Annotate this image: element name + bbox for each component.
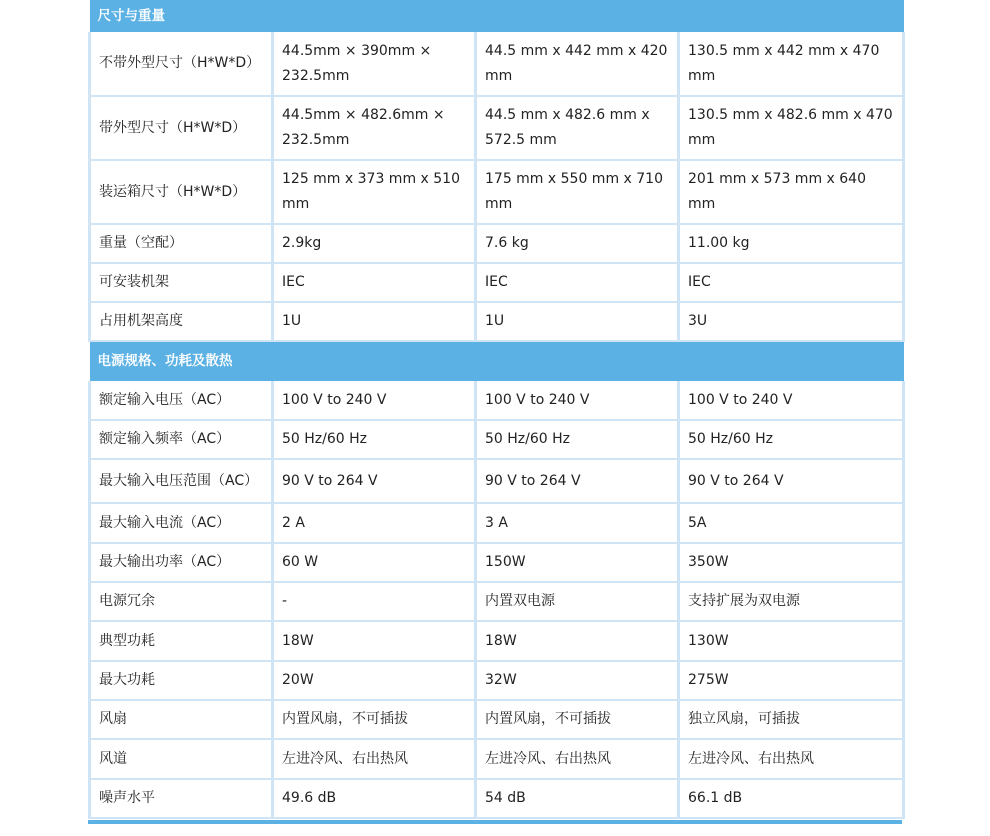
row-label: 风道 — [90, 739, 273, 779]
table-row — [90, 420, 904, 459]
table-row — [90, 503, 904, 543]
cell-value: 左进冷风、右出热风 — [476, 739, 679, 779]
table-row — [90, 459, 904, 503]
cell-value: 44.5 mm x 442 mm x 420 mm — [476, 32, 679, 96]
row-label: 最大输入电流（AC） — [90, 503, 273, 543]
row-label: 占用机架高度 — [90, 302, 273, 341]
row-label: 额定输入频率（AC） — [90, 420, 273, 459]
cell-value: 左进冷风、右出热风 — [679, 739, 904, 779]
row-label: 额定输入电压（AC） — [90, 381, 273, 420]
cell-value: IEC — [476, 263, 679, 302]
cell-value: 50 Hz/60 Hz — [476, 420, 679, 459]
cell-value: 50 Hz/60 Hz — [273, 420, 476, 459]
cell-value: 130.5 mm x 482.6 mm x 470 mm — [679, 96, 904, 160]
cell-value: 50 Hz/60 Hz — [679, 420, 904, 459]
section-header-dimensions — [90, 0, 904, 32]
table-bottom-border — [88, 820, 902, 824]
table-row — [90, 543, 904, 582]
cell-value: 130W — [679, 621, 904, 661]
cell-value: 3U — [679, 302, 904, 341]
table-row — [90, 582, 904, 621]
cell-value: 90 V to 264 V — [679, 459, 904, 503]
cell-value: 54 dB — [476, 779, 679, 818]
cell-value: 350W — [679, 543, 904, 582]
cell-value: 2.9kg — [273, 224, 476, 263]
table-row — [90, 381, 904, 420]
cell-value: 49.6 dB — [273, 779, 476, 818]
table-row — [90, 739, 904, 779]
row-label: 风扇 — [90, 700, 273, 739]
table-row — [90, 661, 904, 700]
row-label: 重量（空配） — [90, 224, 273, 263]
cell-value: 175 mm x 550 mm x 710 mm — [476, 160, 679, 224]
cell-value: IEC — [679, 263, 904, 302]
cell-value: - — [273, 582, 476, 621]
section-title: 尺寸与重量 — [90, 0, 904, 32]
table-row — [90, 96, 904, 160]
table-row — [90, 700, 904, 739]
cell-value: 201 mm x 573 mm x 640 mm — [679, 160, 904, 224]
cell-value: 内置风扇，不可插拔 — [273, 700, 476, 739]
cell-value: 1U — [273, 302, 476, 341]
row-label: 最大输入电压范围（AC） — [90, 459, 273, 503]
row-label: 不带外型尺寸（H*W*D） — [90, 32, 273, 96]
cell-value: 44.5mm × 390mm × 232.5mm — [273, 32, 476, 96]
spec-table — [88, 0, 905, 819]
cell-value: 66.1 dB — [679, 779, 904, 818]
cell-value: 18W — [476, 621, 679, 661]
row-label: 可安装机架 — [90, 263, 273, 302]
cell-value: 90 V to 264 V — [476, 459, 679, 503]
cell-value: 5A — [679, 503, 904, 543]
cell-value: 2 A — [273, 503, 476, 543]
cell-value: 275W — [679, 661, 904, 700]
cell-value: 7.6 kg — [476, 224, 679, 263]
cell-value: 60 W — [273, 543, 476, 582]
table-row — [90, 621, 904, 661]
cell-value: 90 V to 264 V — [273, 459, 476, 503]
cell-value: 32W — [476, 661, 679, 700]
row-label: 带外型尺寸（H*W*D） — [90, 96, 273, 160]
row-label: 电源冗余 — [90, 582, 273, 621]
cell-value: 18W — [273, 621, 476, 661]
cell-value: 100 V to 240 V — [476, 381, 679, 420]
cell-value: IEC — [273, 263, 476, 302]
section-header-power — [90, 341, 904, 381]
table-row — [90, 160, 904, 224]
cell-value: 独立风扇，可插拔 — [679, 700, 904, 739]
table-row — [90, 302, 904, 341]
table-row — [90, 263, 904, 302]
table-row — [90, 779, 904, 818]
cell-value: 44.5mm × 482.6mm × 232.5mm — [273, 96, 476, 160]
cell-value: 3 A — [476, 503, 679, 543]
cell-value: 20W — [273, 661, 476, 700]
row-label: 装运箱尺寸（H*W*D） — [90, 160, 273, 224]
cell-value: 内置风扇，不可插拔 — [476, 700, 679, 739]
cell-value: 左进冷风、右出热风 — [273, 739, 476, 779]
cell-value: 内置双电源 — [476, 582, 679, 621]
cell-value: 支持扩展为双电源 — [679, 582, 904, 621]
table-row — [90, 32, 904, 96]
cell-value: 1U — [476, 302, 679, 341]
cell-value: 100 V to 240 V — [679, 381, 904, 420]
cell-value: 150W — [476, 543, 679, 582]
table-row — [90, 224, 904, 263]
cell-value: 100 V to 240 V — [273, 381, 476, 420]
row-label: 噪声水平 — [90, 779, 273, 818]
cell-value: 130.5 mm x 442 mm x 470 mm — [679, 32, 904, 96]
section-title: 电源规格、功耗及散热 — [90, 341, 904, 381]
cell-value: 11.00 kg — [679, 224, 904, 263]
row-label: 典型功耗 — [90, 621, 273, 661]
row-label: 最大功耗 — [90, 661, 273, 700]
cell-value: 44.5 mm x 482.6 mm x 572.5 mm — [476, 96, 679, 160]
cell-value: 125 mm x 373 mm x 510 mm — [273, 160, 476, 224]
row-label: 最大输出功率（AC） — [90, 543, 273, 582]
